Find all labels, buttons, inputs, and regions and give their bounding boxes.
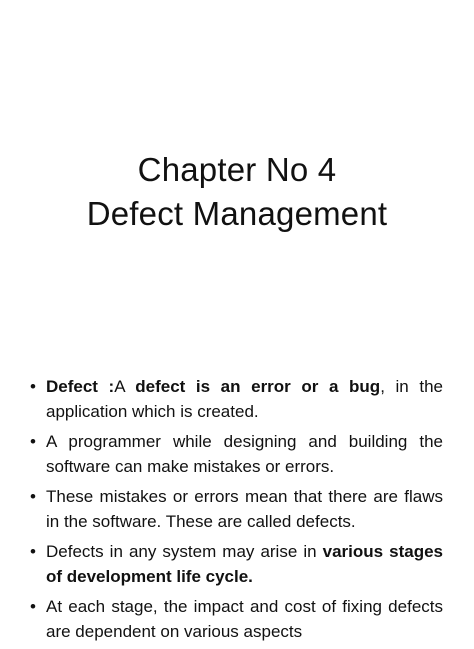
- bullet-item-cost: [30, 594, 443, 644]
- bullet-item-stages: [30, 539, 443, 589]
- slide-title-line-2: Defect Management: [86, 195, 388, 232]
- slide-title-line-1: Chapter No 4: [137, 151, 337, 188]
- bullet-text: Defects in any system may arise in: [46, 542, 323, 561]
- bullet-text: , in the application which is created.: [46, 377, 443, 421]
- bullet-dot: •: [30, 432, 36, 451]
- slide-title: [0, 148, 474, 236]
- bullet-item-programmer: [30, 429, 443, 479]
- bullet-dot: •: [30, 542, 36, 561]
- bullet-list: [30, 374, 443, 649]
- bullet-term: Defect :: [46, 377, 115, 396]
- bullet-text: A programmer while designing and building the software can make mistakes or errors.: [46, 432, 443, 476]
- bullet-text: These mistakes or errors mean that there are flaws in the software. These are called defects.: [46, 487, 443, 531]
- bullet-dot: •: [30, 377, 36, 396]
- bullet-item-defect-definition: [30, 374, 443, 424]
- bullet-bold-text: defect is an error or a bug: [135, 377, 381, 396]
- bullet-text: A: [114, 377, 136, 396]
- bullet-bold-text: various stages of development life cycle.: [46, 542, 444, 586]
- bullet-item-flaws: [30, 484, 443, 534]
- bullet-dot: •: [30, 597, 36, 616]
- bullet-dot: •: [30, 487, 36, 506]
- bullet-text: At each stage, the impact and cost of fixing defects are dependent on various aspects: [46, 597, 443, 641]
